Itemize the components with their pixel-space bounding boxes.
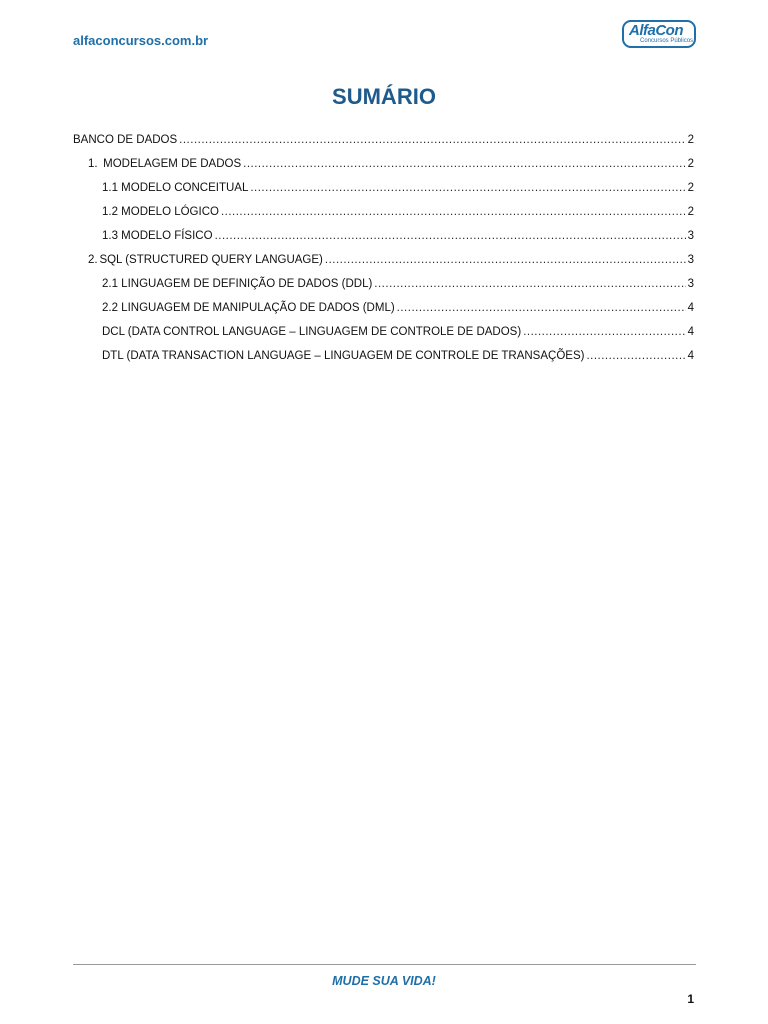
toc-leader-dots [215,230,686,242]
toc-entry-label: DCL (DATA CONTROL LANGUAGE – LINGUAGEM DE CONTROLE DE DADOS) [102,326,522,338]
logo-subtext: Concursos Públicos [640,38,694,44]
logo-text: AlfaCon [629,22,683,39]
page-number: 1 [687,992,694,1006]
toc-entry-dcl[interactable] [102,316,694,338]
toc-leader-dots [250,182,685,194]
toc-entry-dml[interactable] [102,292,694,314]
toc-entry-label: DTL (DATA TRANSACTION LANGUAGE – LINGUAGEM DE CONTROLE DE TRANSAÇÕES) [102,350,585,362]
toc-leader-dots [243,158,685,170]
toc-entry-page: 2 [687,206,694,218]
toc-entry-label: 2.2 LINGUAGEM DE MANIPULAÇÃO DE DADOS (DML) [102,302,395,314]
footer-slogan: MUDE SUA VIDA! [332,974,436,988]
toc-entry-page: 2 [687,182,694,194]
toc-entry-modelo-fisico[interactable] [102,220,694,242]
toc-entry-label: 1.2 MODELO LÓGICO [102,206,219,218]
toc-leader-dots [179,134,685,146]
toc-leader-dots [374,278,685,290]
toc-entry-page: 3 [687,230,694,242]
toc-entry-page: 4 [687,350,694,362]
toc-entry-label: 1.1 MODELO CONCEITUAL [102,182,249,194]
toc-entry-modelagem-de-dados[interactable] [88,148,694,170]
toc-leader-dots [586,350,685,362]
toc-leader-dots [325,254,686,266]
toc-entry-page: 2 [687,158,694,170]
toc-leader-dots [523,326,685,338]
page-title: SUMÁRIO [332,84,436,109]
toc-entry-sql[interactable] [88,244,694,266]
toc-entry-number: 2. [88,254,98,266]
toc-entry-label: BANCO DE DADOS [73,134,178,146]
toc-entry-dtl[interactable] [102,340,694,362]
alfacon-logo [622,20,696,48]
toc-entry-page: 4 [687,326,694,338]
toc-entry-number: 1. [88,158,98,170]
toc-leader-dots [397,302,686,314]
footer-divider [73,964,696,965]
toc-entry-page: 3 [687,254,694,266]
toc-entry-modelo-conceitual[interactable] [102,172,694,194]
toc-entry-label: 1.3 MODELO FÍSICO [102,230,213,242]
toc-entry-modelo-logico[interactable] [102,196,694,218]
toc-entry-ddl[interactable] [102,268,694,290]
toc-entry-banco-de-dados[interactable] [73,124,694,146]
toc-entry-page: 4 [687,302,694,314]
toc-entry-label: 2.1 LINGUAGEM DE DEFINIÇÃO DE DADOS (DDL) [102,278,373,290]
toc-leader-dots [221,206,686,218]
toc-entry-page: 3 [687,278,694,290]
toc-entry-page: 2 [687,134,694,146]
toc-entry-label: SQL (STRUCTURED QUERY LANGUAGE) [99,254,323,266]
site-url-link[interactable]: alfaconcursos.com.br [73,33,209,48]
toc-entry-label: MODELAGEM DE DADOS [103,158,242,170]
